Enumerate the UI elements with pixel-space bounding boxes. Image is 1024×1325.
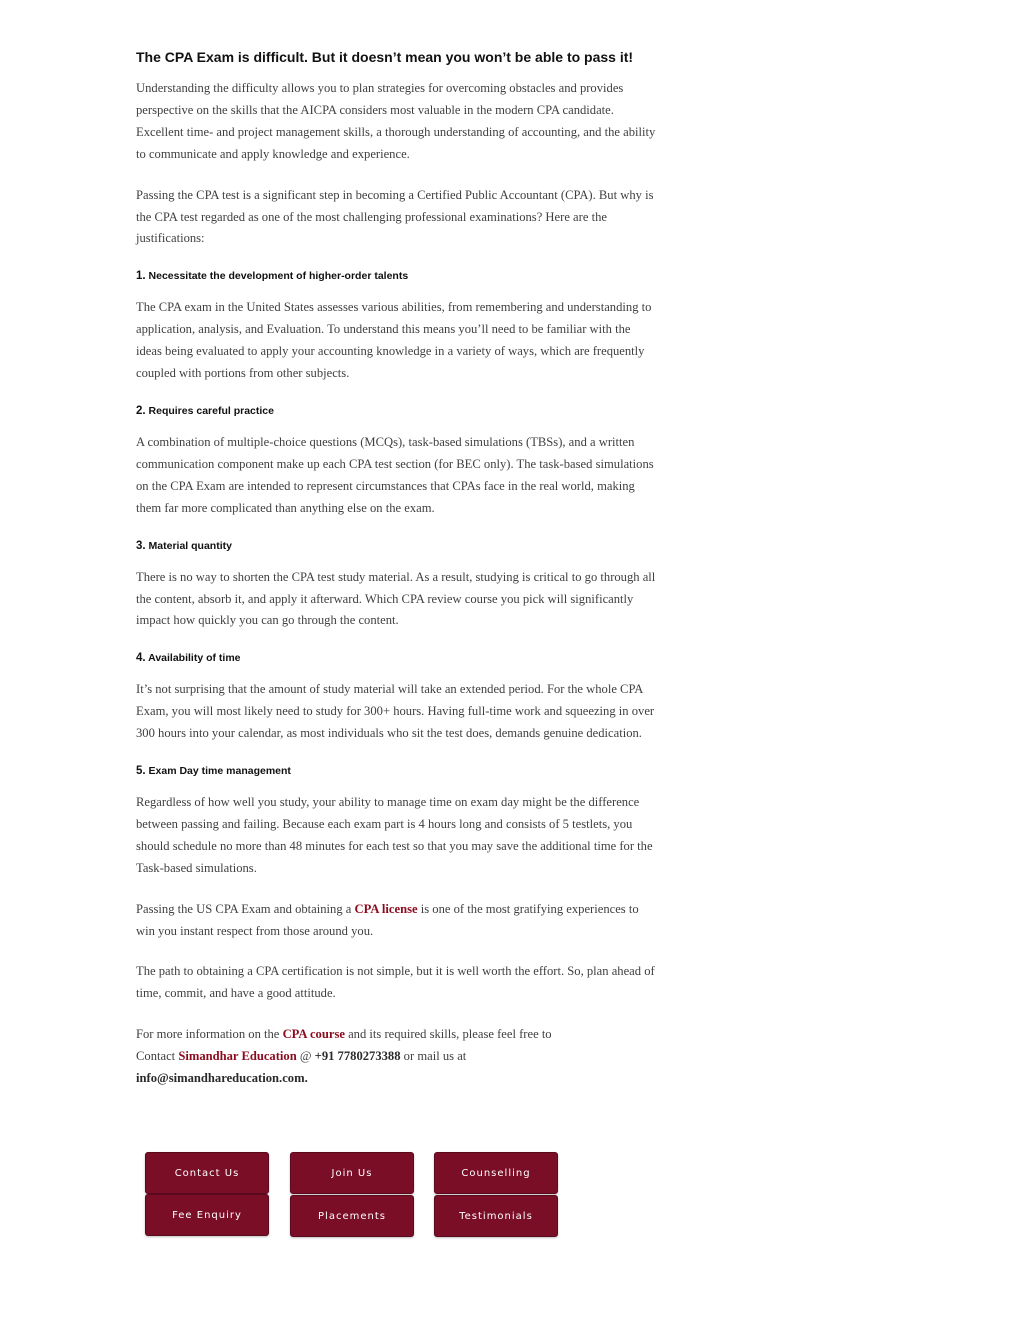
intro-paragraph-2: Passing the CPA test is a significant step in becoming a Certified Public Accountant (CPA). But why is the CPA test regarded as one of the most challenging professional examinations? Here are the justifications:: [136, 187, 654, 246]
simandhar-education-link[interactable]: Simandhar Education: [178, 1049, 297, 1064]
section-heading-4: 4. Availability of time: [136, 652, 241, 665]
article: [136, 38, 656, 1109]
section-body-1: The CPA exam in the United States assesses various abilities, from remembering and understanding to application, analysis, and Evaluation. To understand this means you’ll need to be familiar with the ideas being evaluated to apply your accounting knowledge in a variety of ways, which are frequently coupled with portions from other subjects.: [136, 300, 652, 381]
counselling-button[interactable]: Counselling: [434, 1152, 558, 1194]
cpa-license-link[interactable]: CPA license: [354, 901, 418, 916]
section-heading-1: 1. Necessitate the development of higher-order talents: [136, 270, 409, 283]
phone-number: +91 7780273388: [314, 1049, 401, 1064]
section-body-5: Regardless of how well you study, your ability to manage time on exam day might be the difference between passing and failing. Because each exam part is 4 hours long and consists of 5 testlets, you should schedule no more than 48 minutes for each test so that you may save the additional time for the Task-based simulations.: [136, 795, 653, 875]
contact-paragraph: For more information on the CPA course and its required skills, please feel free to Contact Simandhar Education @ +91 7780273388 or mail us at info@simandhareducation.com.: [136, 1027, 552, 1086]
path-paragraph: The path to obtaining a CPA certification is not simple, but it is well worth the effort. So, plan ahead of time, commit, and have a good attitude.: [136, 964, 655, 1001]
section-heading-3: 3. Material quantity: [136, 539, 232, 552]
join-us-button[interactable]: Join Us: [290, 1152, 414, 1194]
email-address: info@simandhareducation.com.: [136, 1071, 308, 1086]
section-heading-2: 2. Requires careful practice: [136, 404, 274, 417]
testimonials-button[interactable]: Testimonials: [434, 1195, 558, 1237]
action-buttons: [145, 1152, 565, 1242]
section-body-4: It’s not surprising that the amount of study material will take an extended period. For the whole CPA Exam, you will most likely need to study for 300+ hours. Having full-time work and squeezing in over 300 hours into your calendar, as most individuals who sit the test does, demands genuine dedication.: [136, 682, 655, 741]
section-body-2: A combination of multiple-choice questions (MCQs), task-based simulations (TBSs), and a written communication component make up each CPA test section (for BEC only). The task-based simulations on the CPA Exam are intended to represent circumstances that CPAs face in the real world, making them far more complicated than anything else on the exam.: [136, 434, 654, 515]
placements-button[interactable]: Placements: [290, 1195, 414, 1237]
fee-enquiry-button[interactable]: Fee Enquiry: [145, 1194, 269, 1236]
contact-us-button[interactable]: Contact Us: [145, 1152, 269, 1194]
intro-paragraph-1: Understanding the difficulty allows you to plan strategies for overcoming obstacles and provides perspective on the skills that the AICPA considers most valuable in the modern CPA candidate. Excellent time- and project management skills, a thorough understanding of accounting, and the ability to communicate and apply knowledge and experience.: [136, 81, 656, 161]
section-body-3: There is no way to shorten the CPA test study material. As a result, studying is critical to go through all the content, absorb it, and apply it afterward. Which CPA review course you pick will significantly impact how quickly you can go through the content.: [136, 569, 656, 628]
article-heading: The CPA Exam is difficult. But it doesn’t mean you won’t be able to pass it!: [136, 49, 634, 65]
section-heading-5: 5. Exam Day time management: [136, 765, 291, 778]
cpa-course-link[interactable]: CPA course: [282, 1027, 345, 1042]
license-paragraph: Passing the US CPA Exam and obtaining a CPA license is one of the most gratifying experiences to win you instant respect from those around you.: [136, 901, 639, 938]
